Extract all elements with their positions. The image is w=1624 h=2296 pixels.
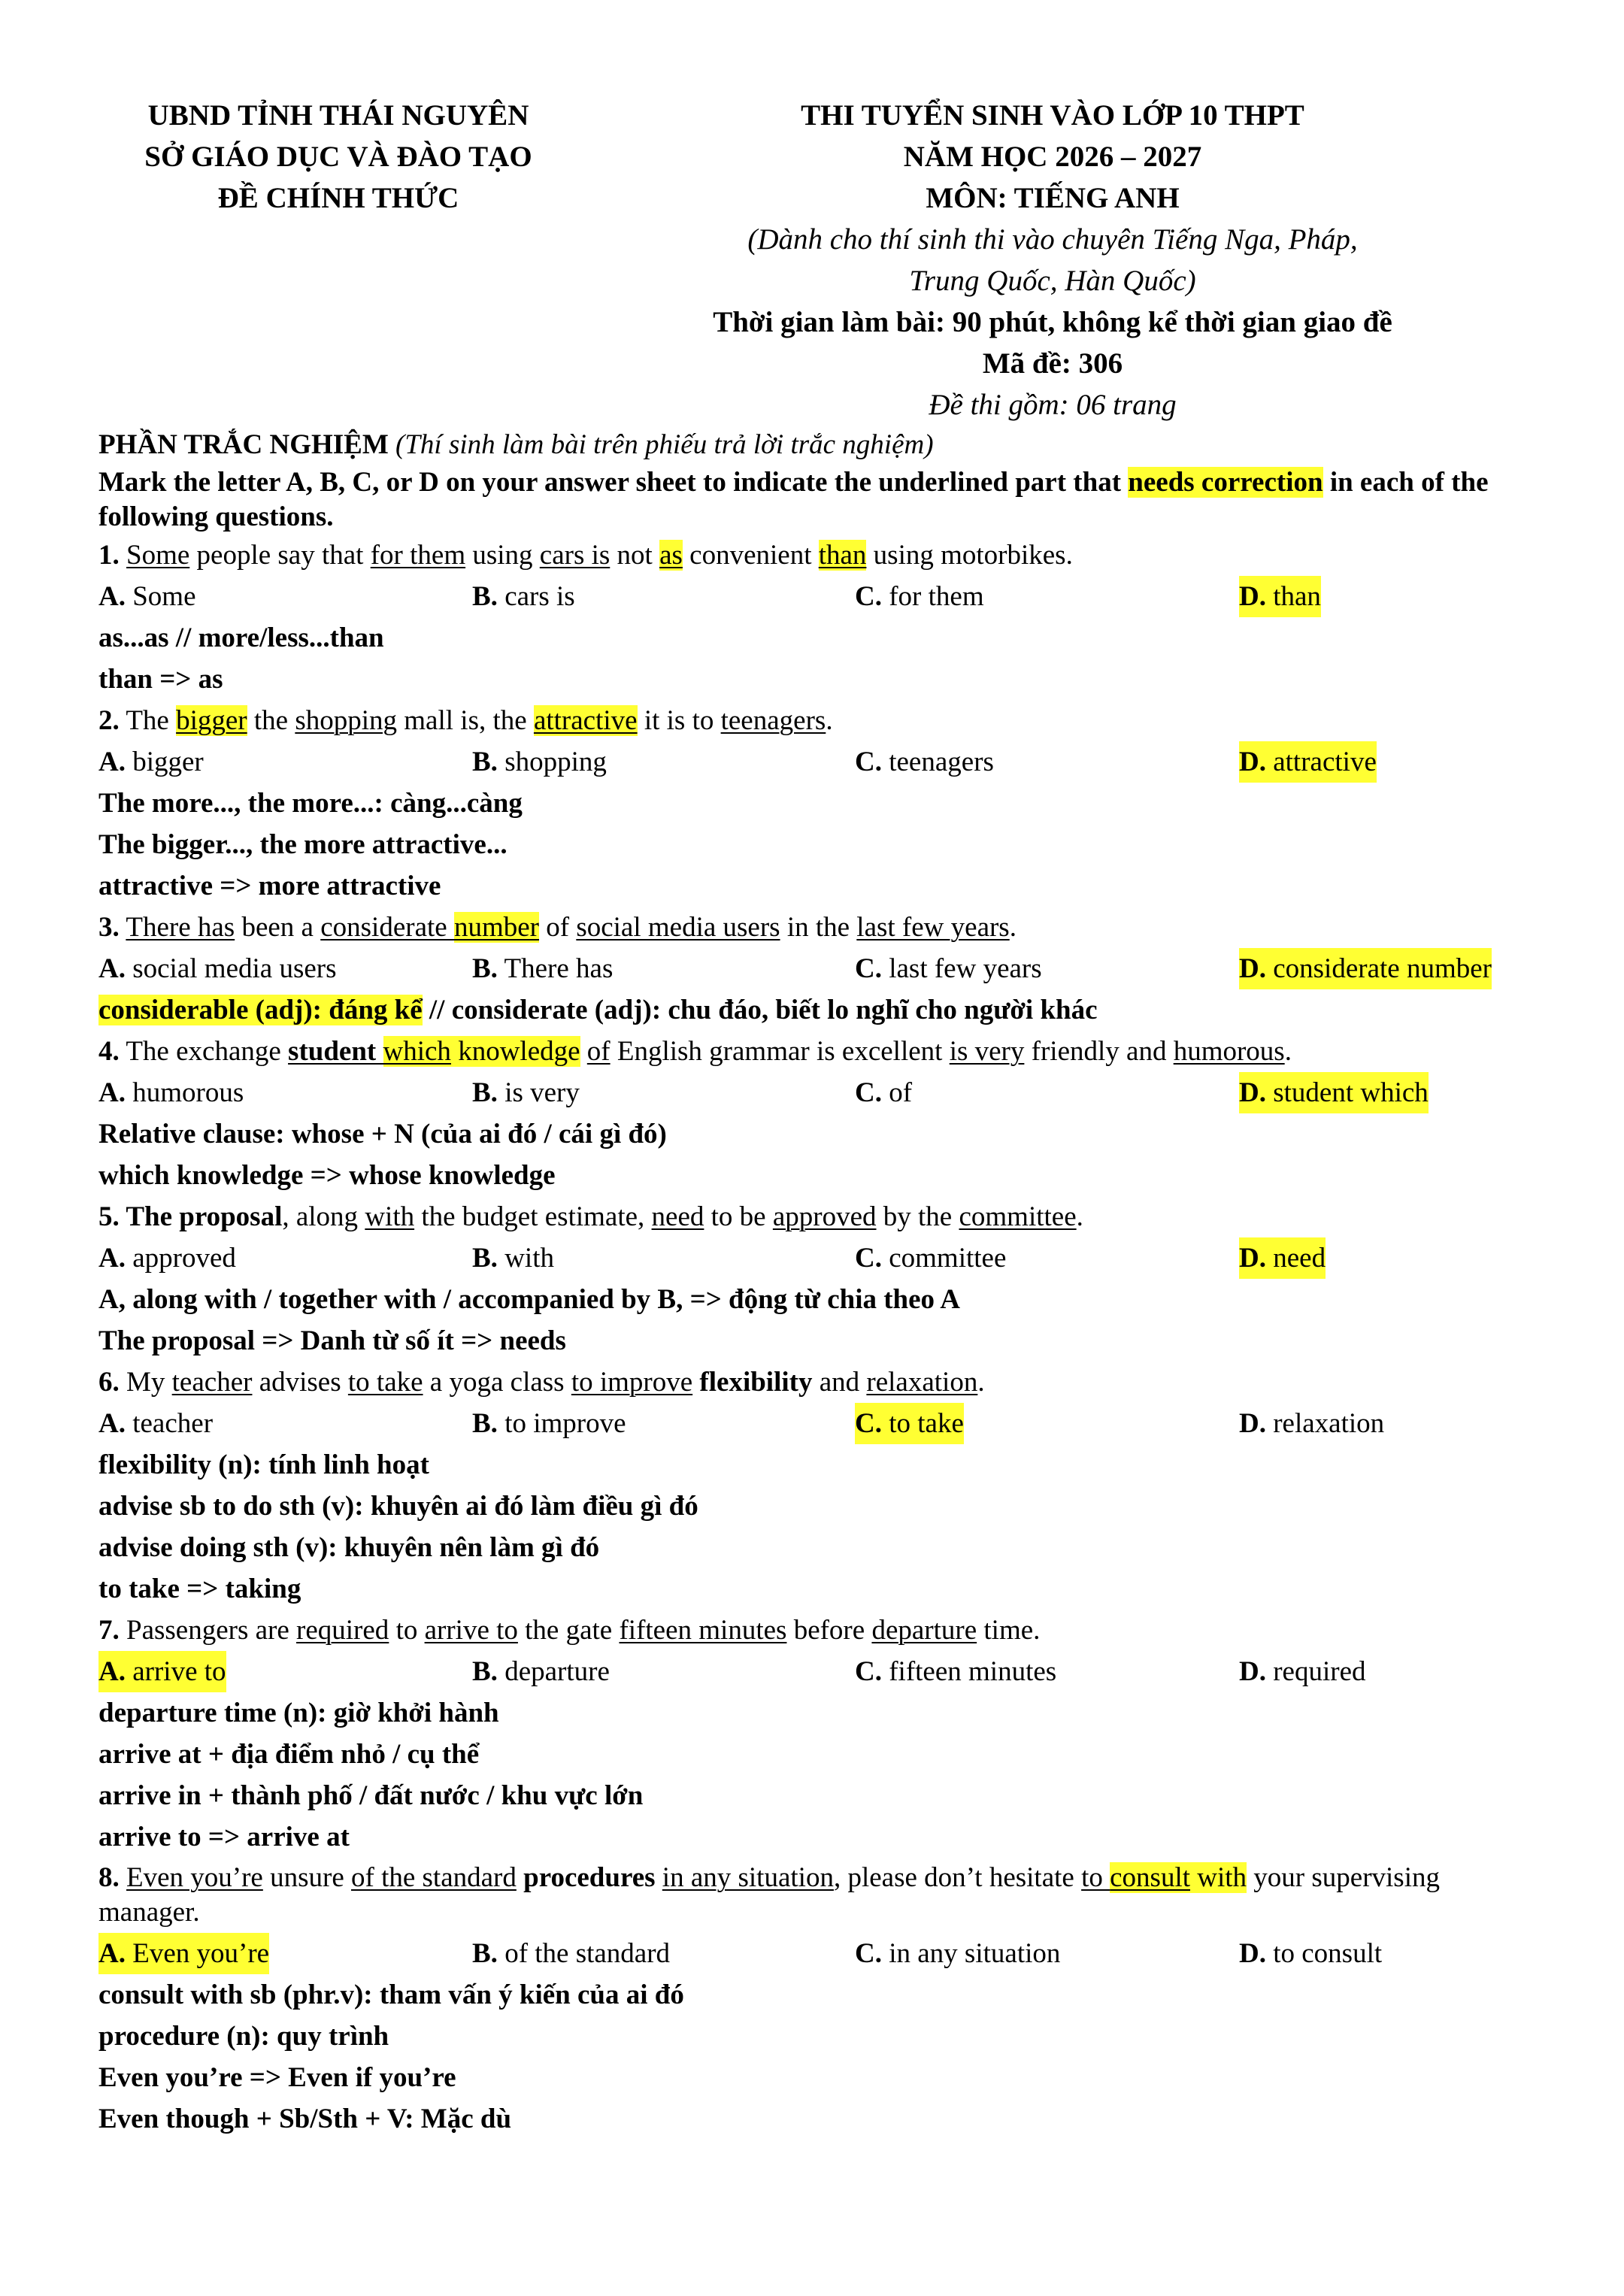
option-letter: C. <box>855 1077 882 1108</box>
header-left-block <box>98 95 579 219</box>
underlined-part: approved <box>772 1201 877 1232</box>
underlined-part: relaxation <box>866 1367 978 1398</box>
question-text: the budget estimate, <box>414 1201 652 1232</box>
option-text: need <box>1273 1243 1326 1274</box>
option-text: approved <box>132 1243 236 1274</box>
question-text: . <box>1284 1036 1292 1067</box>
question-text <box>517 1862 523 1893</box>
option-a <box>98 1403 213 1444</box>
option-text: considerate number <box>1273 953 1492 984</box>
exam-target-note-1: (Dành cho thí sinh thi vào chuyên Tiếng Nga, Pháp, <box>747 223 1358 256</box>
section-title: PHẦN TRẮC NGHIỆM <box>98 429 389 460</box>
underlined-part: social media users <box>576 912 780 943</box>
underlined-part: required <box>296 1615 389 1646</box>
explanation-line: The more..., the more...: càng...càng <box>98 788 523 819</box>
options-7 <box>98 1651 1542 1692</box>
underlined-part: is very <box>949 1036 1025 1067</box>
option-d-answer <box>1239 576 1321 617</box>
option-text: in any situation <box>889 1938 1061 1969</box>
option-text: to consult <box>1273 1938 1383 1969</box>
option-letter: D. <box>1239 1243 1266 1274</box>
option-text: fifteen minutes <box>889 1656 1057 1687</box>
question-number: 2. <box>98 705 120 736</box>
question-text: English grammar is excellent <box>610 1036 950 1067</box>
question-text: the gate <box>517 1615 620 1646</box>
question-text: not <box>610 540 660 571</box>
question-text: friendly and <box>1024 1036 1174 1067</box>
option-text: is very <box>504 1077 580 1108</box>
option-letter: B. <box>472 1077 498 1108</box>
explanation-line: A, along with / together with / accompanied by B, => động từ chia theo A <box>98 1284 960 1315</box>
underlined-part: to <box>1081 1862 1110 1893</box>
question-text: and <box>812 1367 867 1398</box>
highlighted-part: with <box>1190 1862 1247 1893</box>
question-text: unsure <box>262 1862 351 1893</box>
underlined-part: of the standard <box>351 1862 517 1893</box>
question-text: . <box>1076 1201 1083 1232</box>
underlined-part: teacher <box>171 1367 253 1398</box>
question-text: . <box>826 705 833 736</box>
option-text: teenagers <box>889 747 994 777</box>
question-text: using motorbikes. <box>866 540 1073 571</box>
explanation-line: arrive to => arrive at <box>98 1822 350 1852</box>
option-c <box>855 576 984 617</box>
option-a <box>98 1237 236 1279</box>
option-letter: C. <box>855 1243 882 1274</box>
underlined-part: teenagers <box>720 705 826 736</box>
exam-duration: Thời gian làm bài: 90 phút, không kể thời gian giao đề <box>713 306 1392 338</box>
instruction-text-end: in each of the following questions. <box>98 467 1489 532</box>
explanation-line: attractive => more attractive <box>98 871 441 901</box>
option-a <box>98 576 196 617</box>
highlighted-part: number <box>453 912 539 943</box>
option-letter: A. <box>98 1408 126 1439</box>
question-text: it is to <box>637 705 721 736</box>
option-a-answer <box>98 1933 269 1974</box>
question-text: before <box>786 1615 872 1646</box>
option-a <box>98 948 336 989</box>
option-text: Some <box>132 581 196 612</box>
question-text: convenient <box>682 540 819 571</box>
option-text: with <box>504 1243 554 1274</box>
question-3 <box>98 907 1542 948</box>
explanation-line: Even though + Sb/Sth + V: Mặc dù <box>98 2104 512 2134</box>
question-text: The <box>119 705 177 736</box>
option-letter: A. <box>98 747 126 777</box>
option-letter: D. <box>1239 1938 1266 1969</box>
option-text: student which <box>1273 1077 1429 1108</box>
option-text: shopping <box>504 747 607 777</box>
options-1 <box>98 576 1542 617</box>
explanation-line: The proposal => Danh từ số ít => needs <box>98 1325 566 1356</box>
question-keyword: procedures <box>523 1862 656 1893</box>
option-letter: B. <box>472 1938 498 1969</box>
option-text: humorous <box>132 1077 244 1108</box>
question-text: been a <box>235 912 321 943</box>
option-letter: D. <box>1239 1656 1266 1687</box>
option-text: departure <box>504 1656 610 1687</box>
header-right-block <box>662 95 1444 426</box>
option-a <box>98 1072 244 1113</box>
underlined-part: student <box>288 1036 383 1067</box>
option-letter: D. <box>1239 1408 1266 1439</box>
option-letter: A. <box>98 1077 126 1108</box>
instruction-highlight: needs correction <box>1128 467 1323 498</box>
question-text: , along <box>282 1201 365 1232</box>
options-3 <box>98 948 1542 989</box>
question-text: a yoga class <box>423 1367 571 1398</box>
explanation-line <box>98 989 1542 1031</box>
question-text: to be <box>704 1201 773 1232</box>
underlined-part: shopping <box>295 705 398 736</box>
underlined-part: Some <box>126 540 190 571</box>
question-text: the <box>247 705 295 736</box>
option-b <box>472 1072 580 1113</box>
option-text: to improve <box>504 1408 626 1439</box>
option-text: committee <box>889 1243 1007 1274</box>
explanation-line: departure time (n): giờ khởi hành <box>98 1698 499 1728</box>
option-letter: C. <box>855 747 882 777</box>
explanation-line: which knowledge => whose knowledge <box>98 1160 556 1191</box>
underlined-part: with <box>365 1201 415 1232</box>
option-letter: A. <box>98 1938 126 1969</box>
option-letter: C. <box>855 581 882 612</box>
options-2 <box>98 741 1542 783</box>
exam-target-note-2: Trung Quốc, Hàn Quốc) <box>909 265 1196 297</box>
option-text: to take <box>889 1408 964 1439</box>
highlighted-part: bigger <box>176 705 247 736</box>
question-text: of <box>538 912 577 943</box>
option-c <box>855 741 994 783</box>
question-number: 3. <box>98 912 120 943</box>
explanation-line: Even you’re => Even if you’re <box>98 2062 456 2093</box>
option-b <box>472 948 613 989</box>
explanation-line: advise sb to do sth (v): khuyên ai đó làm điều gì đó <box>98 1491 698 1522</box>
option-text: social media users <box>132 953 337 984</box>
option-letter: B. <box>472 1243 498 1274</box>
question-text: in the <box>780 912 857 943</box>
exam-body <box>98 424 1542 2140</box>
question-text: My <box>119 1367 172 1398</box>
option-letter: C. <box>855 1656 882 1687</box>
exam-subject: MÔN: TIẾNG ANH <box>926 182 1180 214</box>
question-8 <box>98 1858 1542 1933</box>
option-d-answer <box>1239 741 1377 783</box>
option-text: Even you’re <box>132 1938 270 1969</box>
question-number: 7. <box>98 1615 120 1646</box>
question-text: , please don’t hesitate <box>833 1862 1082 1893</box>
option-c <box>855 1651 1056 1692</box>
question-text: your supervising manager. <box>98 1862 1440 1928</box>
option-text: bigger <box>132 747 204 777</box>
explanation-line: as...as // more/less...than <box>98 622 384 653</box>
underlined-part: Even you’re <box>126 1862 263 1893</box>
option-letter: C. <box>855 1938 882 1969</box>
options-5 <box>98 1237 1542 1279</box>
header-department: SỞ GIÁO DỤC VÀ ĐÀO TẠO <box>144 141 532 173</box>
option-text: last few years <box>889 953 1042 984</box>
question-number: 6. <box>98 1367 120 1398</box>
option-b <box>472 1651 610 1692</box>
question-text: people say that <box>189 540 371 571</box>
question-2 <box>98 700 1542 741</box>
question-text: The exchange <box>119 1036 289 1067</box>
option-letter: B. <box>472 1408 498 1439</box>
exam-year: NĂM HỌC 2026 – 2027 <box>903 141 1202 173</box>
question-5 <box>98 1196 1542 1237</box>
option-letter: D. <box>1239 1077 1266 1108</box>
option-text: for them <box>889 581 984 612</box>
underlined-part: humorous <box>1173 1036 1285 1067</box>
question-text <box>120 1862 126 1893</box>
highlighted-part: than <box>818 540 867 571</box>
question-text <box>656 1862 662 1893</box>
option-d <box>1239 1651 1366 1692</box>
question-text <box>580 1036 587 1067</box>
option-letter: C. <box>855 953 882 984</box>
option-text: of <box>889 1077 913 1108</box>
explanation-line: procedure (n): quy trình <box>98 2021 389 2052</box>
question-4 <box>98 1031 1542 1072</box>
option-letter: B. <box>472 1656 498 1687</box>
explanation-line: arrive in + thành phố / đất nước / khu vực lớn <box>98 1780 644 1811</box>
option-letter: B. <box>472 953 498 984</box>
option-letter: A. <box>98 1243 126 1274</box>
underlined-part: considerate <box>320 912 454 943</box>
option-d <box>1239 1933 1382 1974</box>
option-d-answer <box>1239 948 1492 989</box>
exam-code: Mã đề: 306 <box>982 347 1123 380</box>
question-text: . <box>977 1367 985 1398</box>
options-6 <box>98 1403 1542 1444</box>
option-text: of the standard <box>504 1938 671 1969</box>
section-note: (Thí sinh làm bài trên phiếu trả lời trắc nghiệm) <box>395 429 934 460</box>
question-text: by the <box>876 1201 959 1232</box>
option-letter: D. <box>1239 953 1266 984</box>
option-d-answer <box>1239 1072 1429 1113</box>
highlighted-part: which <box>383 1036 451 1067</box>
explanation-line: advise doing sth (v): khuyên nên làm gì đó <box>98 1532 600 1563</box>
question-7 <box>98 1610 1542 1651</box>
option-c <box>855 1933 1060 1974</box>
option-text: arrive to <box>132 1656 226 1687</box>
option-text: There has <box>504 953 614 984</box>
option-text: relaxation <box>1273 1408 1385 1439</box>
underlined-part: to improve <box>571 1367 693 1398</box>
highlighted-part: knowledge <box>450 1036 580 1067</box>
option-letter: D. <box>1239 747 1266 777</box>
question-text: time. <box>977 1615 1041 1646</box>
question-text: Passengers are <box>119 1615 297 1646</box>
explanation-line: than => as <box>98 664 223 695</box>
option-text: teacher <box>132 1408 214 1439</box>
explanation-line: Relative clause: whose + N (của ai đó / cái gì đó) <box>98 1119 667 1150</box>
question-text: using <box>465 540 540 571</box>
highlighted-part: consult <box>1110 1862 1191 1893</box>
question-number: 4. <box>98 1036 120 1067</box>
option-letter: D. <box>1239 581 1266 612</box>
underlined-part: arrive to <box>424 1615 518 1646</box>
option-b <box>472 576 575 617</box>
option-d <box>1239 1403 1384 1444</box>
option-b <box>472 1933 670 1974</box>
highlighted-part: as <box>659 540 683 571</box>
underlined-part: need <box>651 1201 704 1232</box>
question-text: to <box>389 1615 425 1646</box>
explanation-line: arrive at + địa điểm nhỏ / cụ thể <box>98 1739 480 1770</box>
explanation-highlight: considerable (adj): đáng kể <box>98 995 423 1025</box>
explanation-line: to take => taking <box>98 1574 301 1604</box>
underlined-part: of <box>586 1036 611 1067</box>
option-b <box>472 1403 626 1444</box>
option-letter: A. <box>98 1656 126 1687</box>
option-c <box>855 1237 1006 1279</box>
header-official: ĐỀ CHÍNH THỨC <box>217 182 459 214</box>
explanation-line: flexibility (n): tính linh hoạt <box>98 1449 429 1480</box>
question-text: . <box>1009 912 1017 943</box>
options-8 <box>98 1933 1542 1974</box>
option-c <box>855 1072 912 1113</box>
highlighted-part: attractive <box>533 705 638 736</box>
option-c <box>855 948 1042 989</box>
option-text: cars is <box>504 581 575 612</box>
option-a-answer <box>98 1651 226 1692</box>
option-letter: B. <box>472 747 498 777</box>
question-number: 8. <box>98 1862 120 1893</box>
instruction-text: Mark the letter A, B, C, or D on your answer sheet to indicate the underlined part that <box>98 467 1129 498</box>
underlined-part: committee <box>959 1201 1077 1232</box>
question-keyword: flexibility <box>699 1367 813 1398</box>
explanation-text: // considerate (adj): chu đáo, biết lo nghĩ cho người khác <box>422 995 1098 1025</box>
option-b <box>472 1237 554 1279</box>
option-a <box>98 741 204 783</box>
option-letter: C. <box>855 1408 882 1439</box>
underlined-part: fifteen minutes <box>619 1615 787 1646</box>
underlined-part: There has <box>126 912 235 943</box>
option-b <box>472 741 607 783</box>
option-text: than <box>1273 581 1321 612</box>
instruction <box>98 465 1542 535</box>
question-text: advises <box>252 1367 348 1398</box>
underlined-part: cars is <box>539 540 611 571</box>
option-d-answer <box>1239 1237 1326 1279</box>
underlined-part: departure <box>871 1615 977 1646</box>
underlined-part: last few years <box>856 912 1010 943</box>
question-text: mall is, the <box>397 705 534 736</box>
header-province: UBND TỈNH THÁI NGUYÊN <box>147 99 529 132</box>
exam-title: THI TUYỂN SINH VÀO LỚP 10 THPT <box>801 99 1304 132</box>
explanation-line: consult with sb (phr.v): tham vấn ý kiến của ai đó <box>98 1979 684 2010</box>
question-number: 5. <box>98 1201 120 1232</box>
underlined-part: in any situation <box>662 1862 834 1893</box>
options-4 <box>98 1072 1542 1113</box>
option-c-answer <box>855 1403 964 1444</box>
question-1 <box>98 535 1542 576</box>
question-subject: The proposal <box>119 1201 283 1232</box>
option-letter: A. <box>98 953 126 984</box>
exam-page-count: Đề thi gồm: 06 trang <box>929 389 1177 421</box>
question-number: 1. <box>98 540 120 571</box>
question-6 <box>98 1362 1542 1403</box>
underlined-part: for them <box>370 540 466 571</box>
section-heading <box>98 424 1542 465</box>
option-letter: A. <box>98 581 126 612</box>
option-text: required <box>1273 1656 1366 1687</box>
option-letter: B. <box>472 581 498 612</box>
option-text: attractive <box>1273 747 1377 777</box>
underlined-part: to take <box>347 1367 423 1398</box>
explanation-line: The bigger..., the more attractive... <box>98 829 508 860</box>
